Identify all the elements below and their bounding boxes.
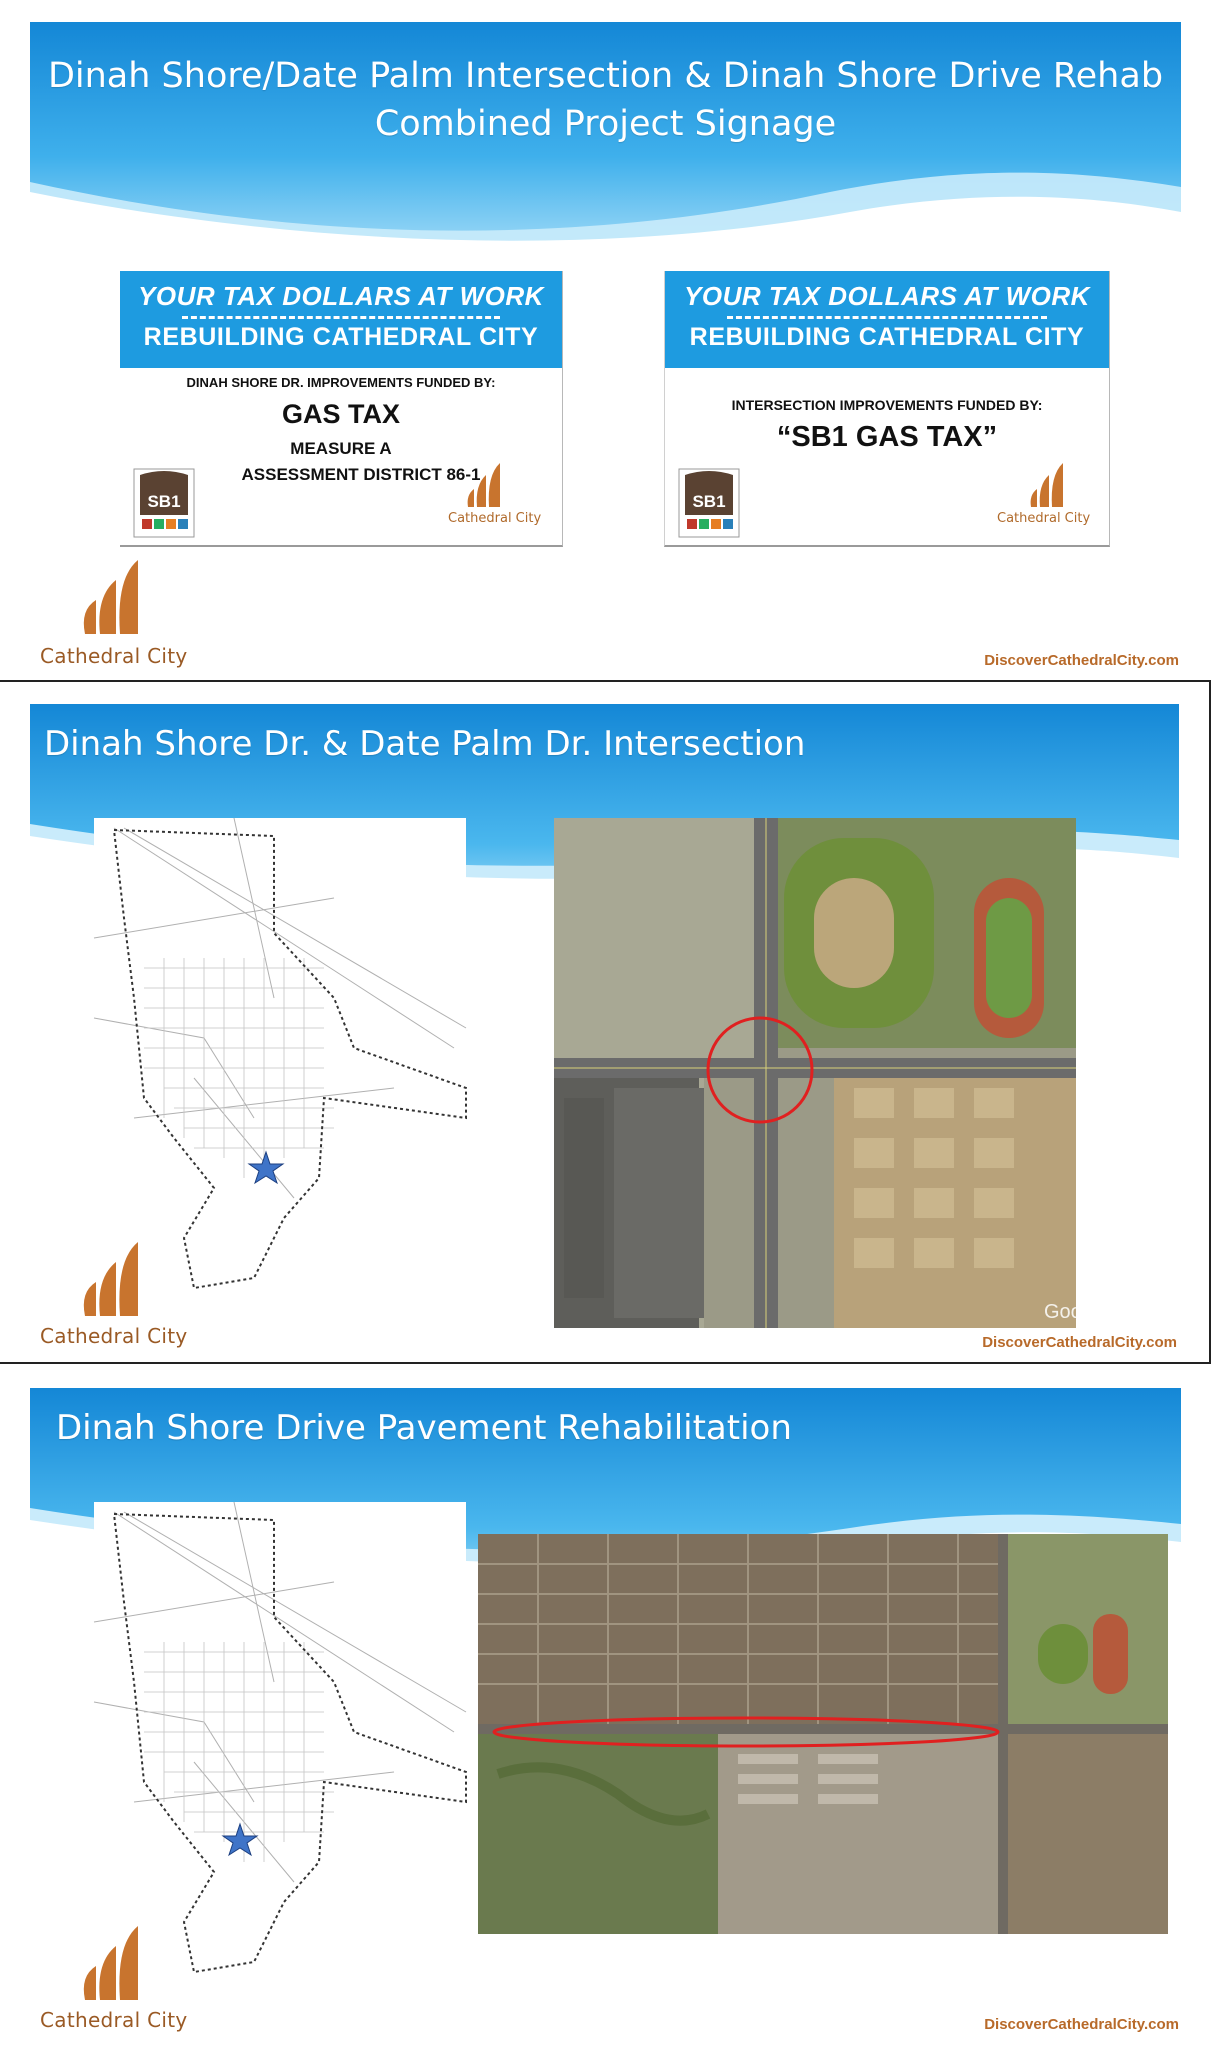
sign-header-rebuilding: REBUILDING CATHEDRAL CITY [689, 323, 1085, 351]
slide-intersection [0, 682, 1211, 1364]
sb1-badge-icon [679, 469, 739, 537]
cathedral-city-logo-icon [40, 1922, 150, 2004]
logo-label: Cathedral City [40, 1324, 188, 1348]
sign-header-rebuilding: REBUILDING CATHEDRAL CITY [143, 323, 539, 351]
sign-header-tax-dollars: YOUR TAX DOLLARS AT WORK [684, 281, 1090, 311]
svg-text:SB1: SB1 [692, 492, 726, 511]
sign-funded-by: INTERSECTION IMPROVEMENTS FUNDED BY: [731, 397, 1043, 413]
sign-dinah-shore-improvements [120, 271, 563, 547]
city-map-graphic [94, 818, 466, 1298]
sign-header-divider [182, 316, 500, 319]
cathedral-city-logo [40, 556, 188, 668]
sign-header [665, 271, 1109, 368]
sign-intersection-improvements [664, 271, 1110, 547]
city-boundary-map [94, 818, 466, 1298]
sign-header-tax-dollars: YOUR TAX DOLLARS AT WORK [138, 281, 544, 311]
city-map-graphic [94, 1502, 466, 1982]
slide-title [30, 52, 1181, 148]
website-link[interactable]: DiscoverCathedralCity.com [984, 2016, 1179, 2033]
slide-project-signage [0, 0, 1211, 682]
logo-label: Cathedral City [40, 2008, 188, 2032]
cathedral-city-logo-icon [1023, 459, 1073, 509]
slide-title: Dinah Shore Drive Pavement Rehabilitation [56, 1408, 792, 1448]
sign-funded-by: DINAH SHORE DR. IMPROVEMENTS FUNDED BY: [186, 375, 496, 390]
cathedral-city-logo-icon [40, 1238, 150, 1320]
sign-funding-gas-tax: GAS TAX [281, 399, 400, 429]
sign-header-divider [727, 316, 1047, 319]
city-boundary-map [94, 1502, 466, 1982]
svg-text:SB1: SB1 [147, 492, 181, 511]
sign-cathedral-city-logo [997, 459, 1091, 526]
sign-funding-measure-a: MEASURE A [290, 439, 392, 458]
aerial-view-intersection [554, 818, 1082, 1328]
aerial-photo-graphic [478, 1534, 1168, 1934]
slide-title-line2: Combined Project Signage [374, 104, 837, 144]
cathedral-city-logo [40, 1238, 188, 1348]
website-link[interactable]: DiscoverCathedralCity.com [982, 1334, 1177, 1351]
sign-funding-sb1-gas-tax: “SB1 GAS TAX” [776, 421, 998, 453]
slide-title-line1: Dinah Shore/Date Palm Intersection & Dinah Shore Drive Rehab [47, 56, 1164, 96]
map-watermark: Goo [1044, 1301, 1082, 1323]
sign-cathedral-city-logo [448, 459, 542, 526]
sign-funding-assessment-district: ASSESSMENT DISTRICT 86-1 [241, 465, 481, 484]
cathedral-city-logo-icon [40, 556, 150, 638]
sign-logo-label: Cathedral City [997, 511, 1091, 526]
slide-pavement-rehabilitation [0, 1366, 1211, 2048]
sign-logo-label: Cathedral City [448, 511, 542, 526]
cathedral-city-logo [40, 1922, 188, 2032]
website-link[interactable]: DiscoverCathedralCity.com [984, 652, 1179, 669]
logo-label: Cathedral City [40, 644, 188, 668]
cathedral-city-logo-icon [460, 459, 510, 509]
title-banner [30, 22, 1181, 247]
aerial-photo-graphic [554, 818, 1082, 1328]
sb1-badge-icon [134, 469, 194, 537]
sign-header [120, 271, 562, 368]
aerial-view-dinah-shore-drive [478, 1534, 1168, 1934]
slide-title: Dinah Shore Dr. & Date Palm Dr. Intersection [44, 724, 806, 764]
